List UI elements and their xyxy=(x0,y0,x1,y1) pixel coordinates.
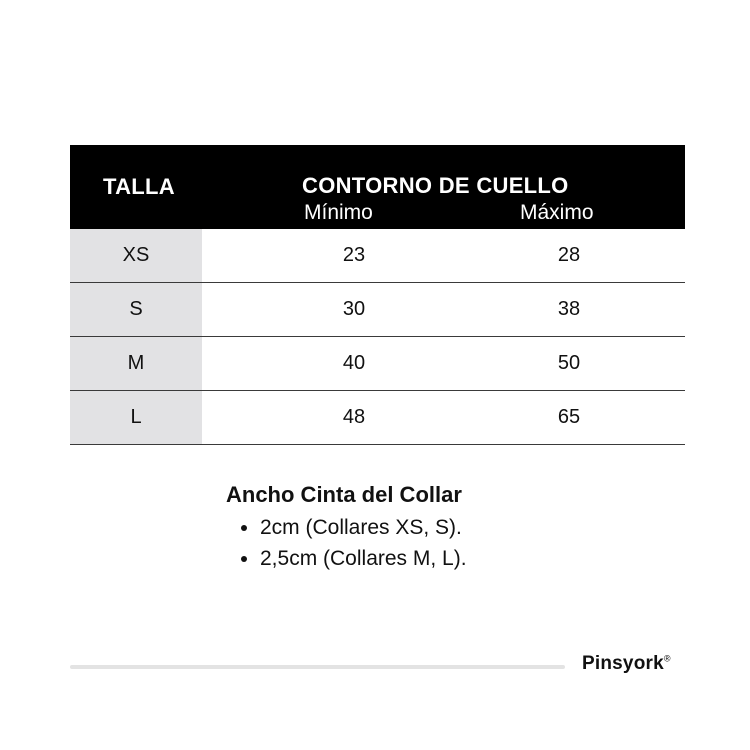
list-item: • 2cm (Collares XS, S). xyxy=(260,512,467,543)
neck-contour-header: CONTORNO DE CUELLO xyxy=(302,173,569,198)
minimum-cell: 30 xyxy=(342,298,366,320)
size-cell: S xyxy=(70,283,202,336)
collar-width-notes xyxy=(226,482,467,574)
brand-logo xyxy=(582,653,671,675)
minimum-cell: 48 xyxy=(342,406,366,428)
size-cell: L xyxy=(70,391,202,444)
footer-divider xyxy=(70,665,565,669)
size-cell: M xyxy=(70,337,202,390)
table-row xyxy=(70,391,685,445)
registered-mark: ® xyxy=(663,653,671,664)
maximum-cell: 38 xyxy=(557,298,581,320)
table-row xyxy=(70,229,685,283)
maximum-cell: 50 xyxy=(557,352,581,374)
table-row xyxy=(70,337,685,391)
minimum-column-header: Mínimo xyxy=(304,201,373,224)
table-header xyxy=(70,145,685,229)
size-column-header: TALLA xyxy=(103,174,175,199)
table-row xyxy=(70,283,685,337)
size-table xyxy=(70,145,685,445)
notes-title: Ancho Cinta del Collar xyxy=(226,482,462,507)
size-cell: XS xyxy=(70,229,202,282)
maximum-cell: 28 xyxy=(557,244,581,266)
maximum-cell: 65 xyxy=(557,406,581,428)
notes-list xyxy=(226,512,467,574)
minimum-cell: 40 xyxy=(342,352,366,374)
brand-name: Pinsyork xyxy=(582,653,664,674)
minimum-cell: 23 xyxy=(342,244,366,266)
list-item: • 2,5cm (Collares M, L). xyxy=(260,543,467,574)
maximum-column-header: Máximo xyxy=(520,201,594,224)
